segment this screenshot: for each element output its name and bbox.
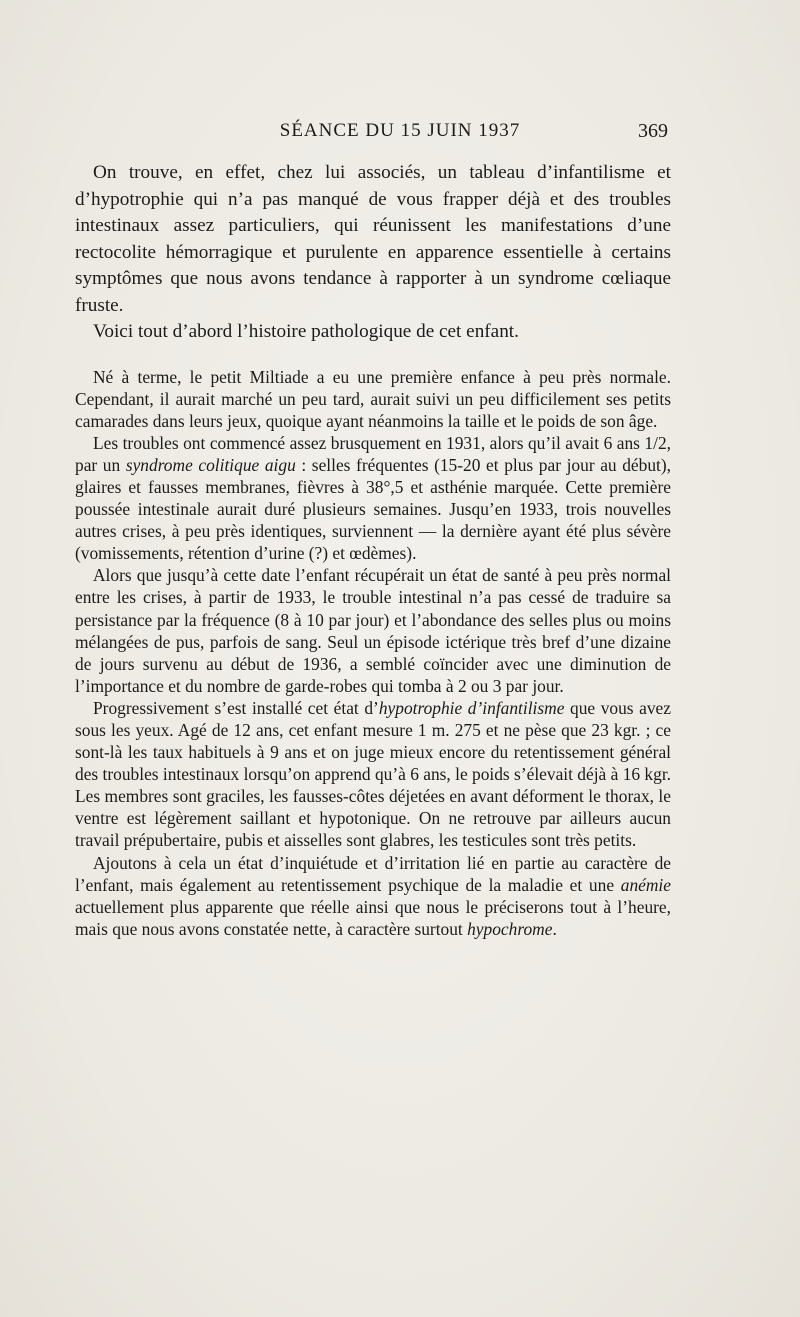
case-paragraph-2-emphasis: syndrome colitique aigu (125, 454, 296, 475)
case-paragraph-5-emphasis-2: hypochrome (467, 918, 553, 939)
case-paragraph-4-text-b: que vous avez sous les yeux. Agé de 12 ans, cet enfant mesure 1 m. 275 et ne pèse que 23 kgr. ; ce sont-là les taux habituels à 9 ans et on juge mieux encore du retentissement général des troubles intestinaux lorsqu’on apprend qu’à 6 ans, le poids s’élevait déjà à 16 kgr. Les membres sont graciles, les fausses-côtes déjetées en avant déforment le thorax, le ventre est légèrement saillant et hypotonique. On ne retrouve par ailleurs aucun travail prépubertaire, pubis et aisselles sont glabres, les testicules sont très petits. (75, 697, 671, 851)
case-paragraph-5-text-c: . (552, 918, 557, 939)
running-head: SÉANCE DU 15 JUIN 1937 (279, 120, 521, 141)
case-history-section (75, 366, 671, 940)
case-paragraph-3: Alors que jusqu’à cette date l’enfant récupérait un état de santé à peu près normal entre les crises, à partir de 1933, le trouble intestinal n’a pas cessé de traduire sa persistance par la fréquence (8 à 10 par jour) et l’abondance des selles plus ou moins mélangées de pus, parfois de sang. Seul un épisode ictérique très bref d’une dizaine de jours survenu au début de 1936, a semblé coïncider avec une diminution de l’importance et du nombre de garde-robes qui tomba à 2 ou 3 par jour. (75, 565, 671, 696)
case-paragraph-2-text-b: : selles fréquentes (15-20 et plus par jour au début), glaires et fausses membranes, fièvres à 38°,5 et asthénie marquée. Cette première poussée intestinale aurait duré plusieurs semaines. Jusqu’en 1933, trois nouvelles autres crises, à peu près identiques, surviennent — la dernière ayant été plus sévère (vomissements, rétention d’urine (?) et œdèmes). (75, 454, 672, 564)
intro-paragraph-1: On trouve, en effet, chez lui associés, un tableau d’infantilisme et d’hypotrophie qui n’a pas manqué de vous frapper déjà et des troubles intestinaux assez particuliers, qui réunissent les manifestations d’une rectocolite hémorragique et purulente en apparence essentielle à certains symptômes que nous avons tendance à rapporter à un syndrome cœliaque fruste. (75, 162, 671, 316)
case-paragraph-1: Né à terme, le petit Miltiade a eu une première enfance à peu près normale. Cependant, il aurait marché un peu tard, aurait suivi un peu difficilement ses petits camarades dans leurs jeux, quoique ayant néanmoins la taille et le poids de son âge. (75, 366, 671, 431)
page-header (0, 120, 800, 150)
body-text (75, 160, 671, 940)
case-paragraph-5-text-a: Ajoutons à cela un état d’inquiétude et d’irritation lié en partie au caractère de l’enfant, mais également au retentissement psychique de la maladie et une (75, 852, 671, 895)
case-paragraph-2 (75, 432, 671, 565)
case-paragraph-4-text-a: Progressivement s’est installé cet état d’ (93, 697, 379, 718)
page-number: 369 (638, 120, 668, 142)
case-paragraph-2-text-a: Les troubles ont commencé assez brusquement en 1931, alors qu’il avait 6 ans 1/2, par un (75, 432, 671, 475)
case-paragraph-5-text-b: actuellement plus apparente que réelle ainsi que nous le préciserons tout à l’heure, mais que nous avons constatée nette, à caractère surtout (75, 896, 671, 939)
intro-section (75, 160, 671, 346)
intro-paragraph-2: Voici tout d’abord l’histoire pathologique de cet enfant. (93, 321, 519, 342)
case-paragraph-5-emphasis-1: anémie (620, 874, 671, 895)
case-paragraph-5 (75, 852, 671, 940)
case-paragraph-4 (75, 697, 671, 852)
case-paragraph-4-emphasis: hypotrophie d’infantilisme (378, 697, 565, 718)
